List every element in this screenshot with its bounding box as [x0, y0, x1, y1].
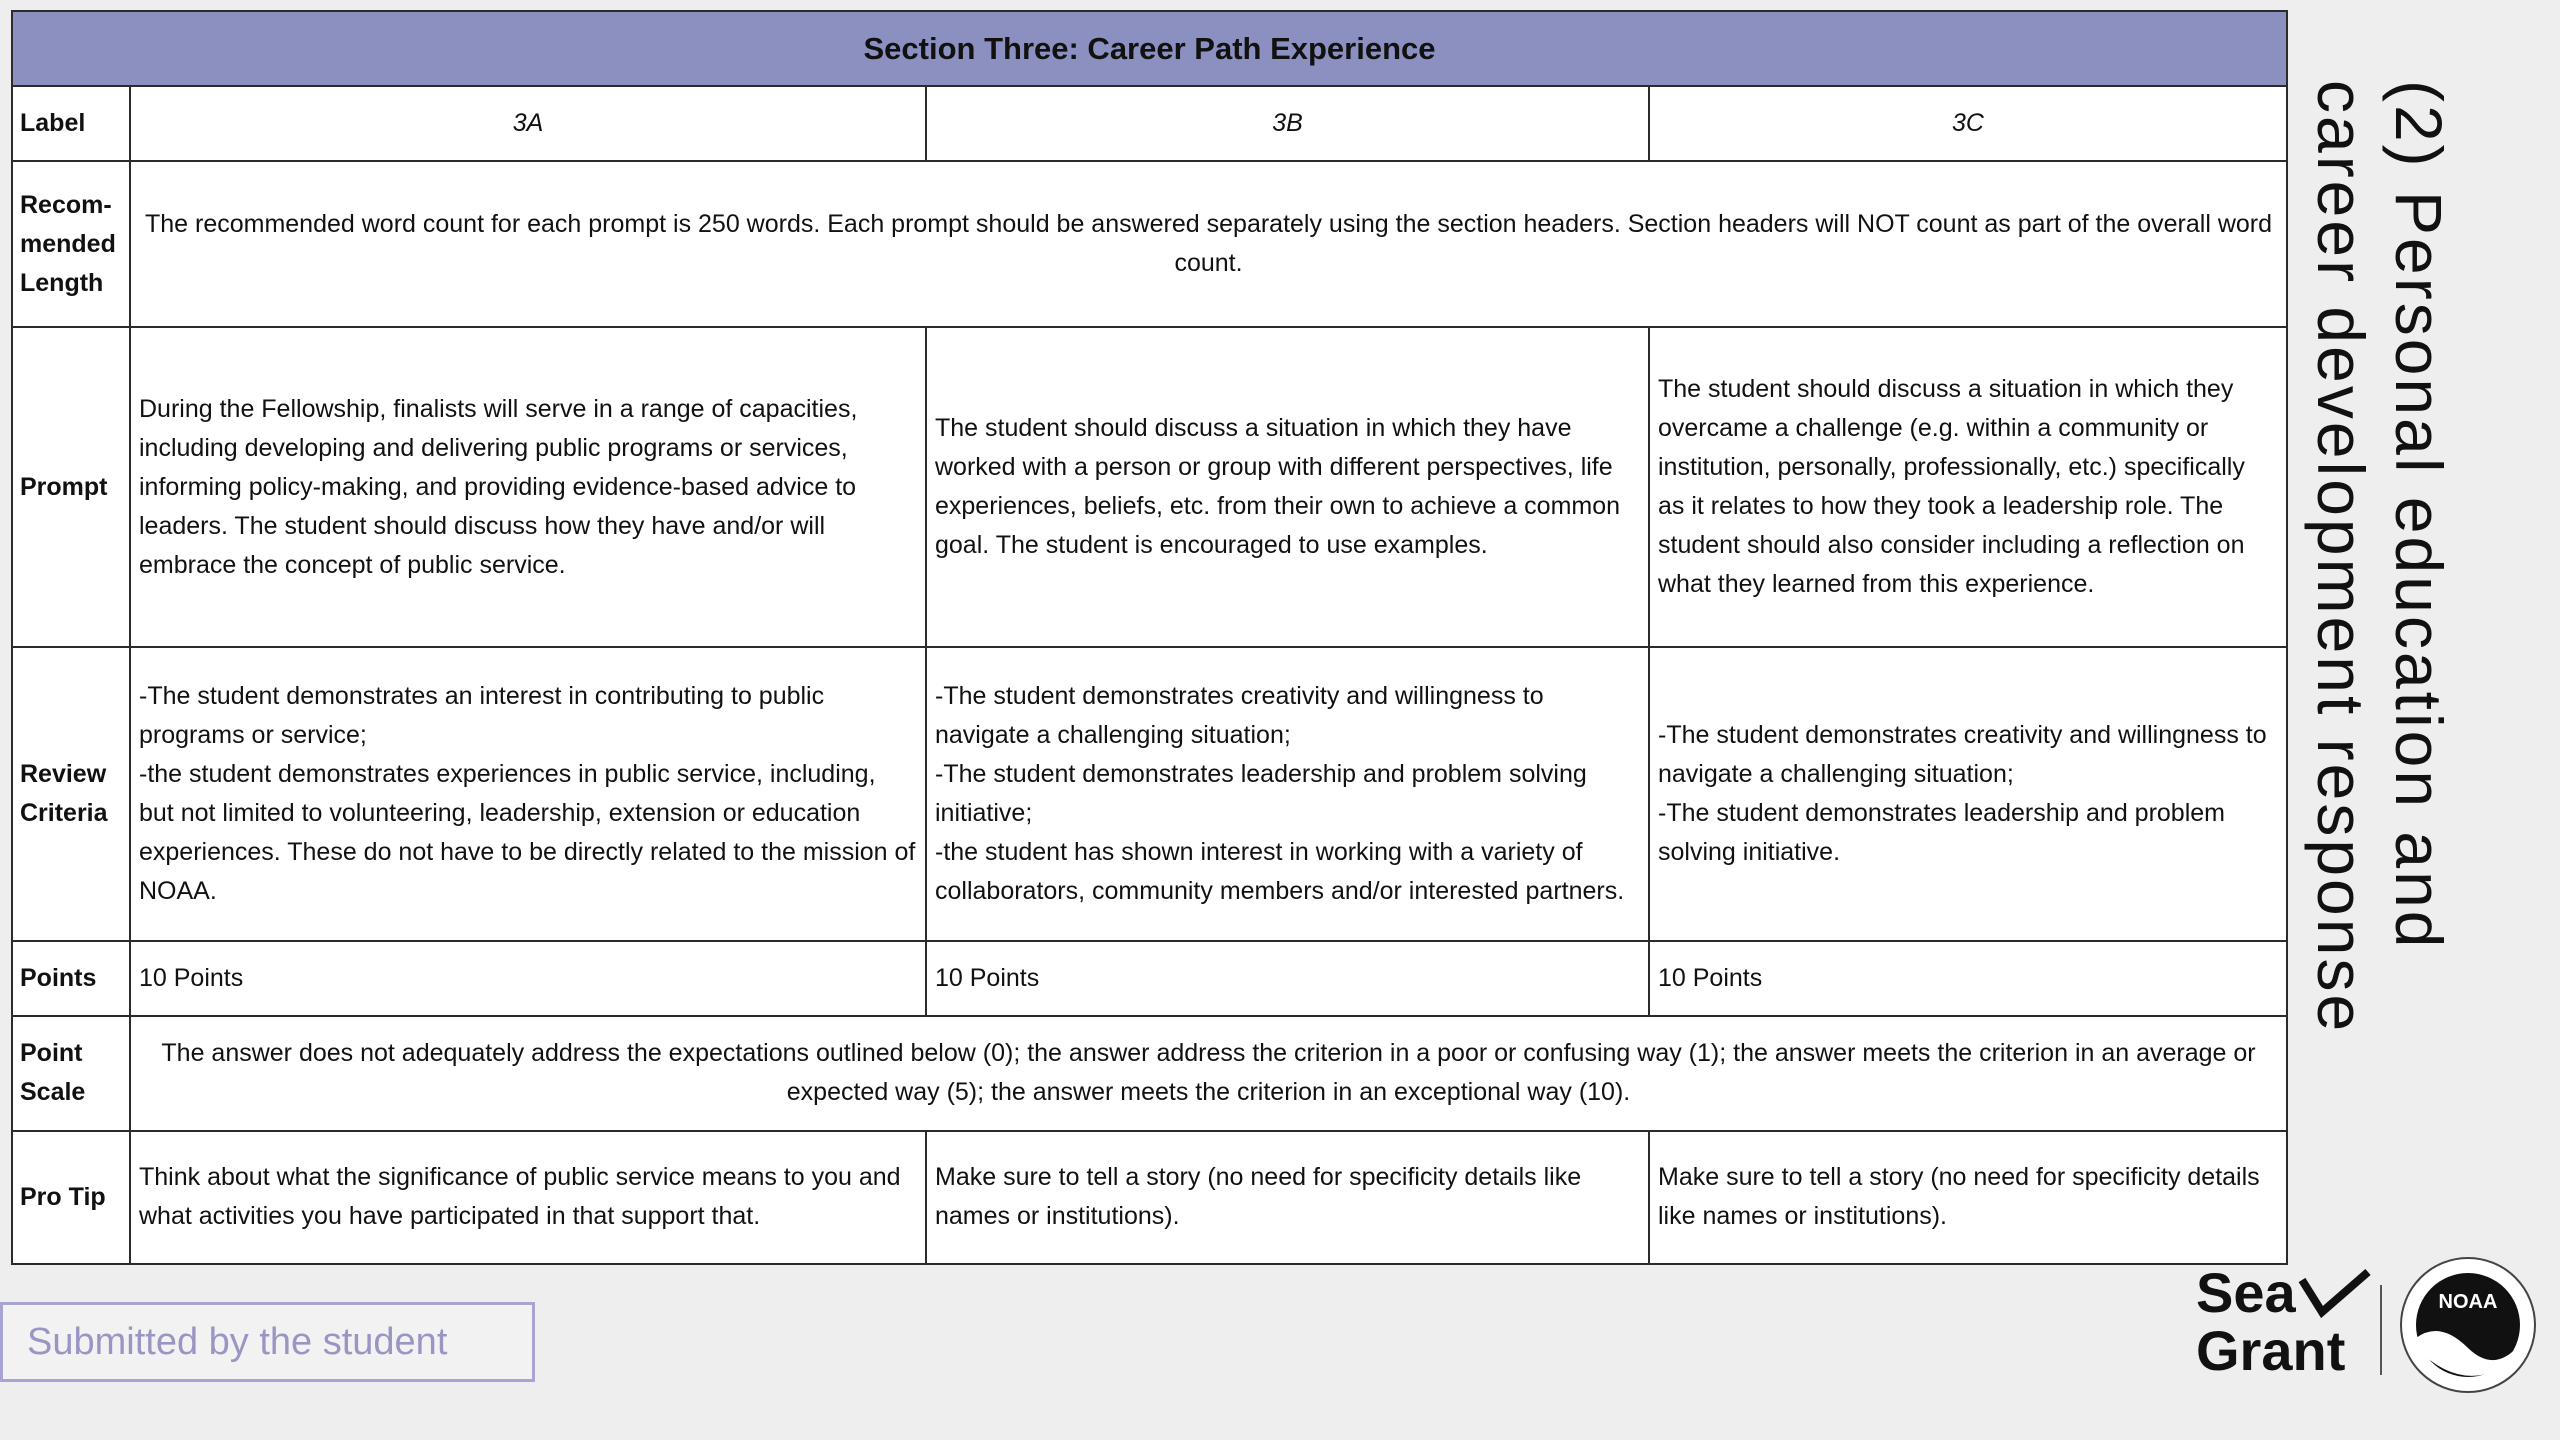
sea-grant-wave-icon [2302, 1272, 2368, 1312]
protip-3c: Make sure to tell a story (no need for specificity details like names or institutions). [1649, 1131, 2287, 1264]
sea-grant-line2: Grant [2196, 1319, 2346, 1382]
criteria-3a: -The student demonstrates an interest in contributing to public programs or service; -the student demonstrates experiences in public service, including, but not limited to volunteering, leadership, extension or education experiences. These do not have to be directly related to the mission of NOAA. [130, 647, 926, 940]
logos [2190, 1250, 2540, 1400]
rubric-table [11, 10, 2288, 1265]
protip-3a: Think about what the significance of public service means to you and what activities you have participated in that support that. [130, 1131, 926, 1264]
point-scale-text: The answer does not adequately address the expectations outlined below (0); the answer address the criterion in a poor or confusing way (1); the answer meets the criterion in an average or expected way (5); the answer meets the criterion in an exceptional way (10). [130, 1016, 2287, 1131]
row-label-prompt: Prompt [12, 327, 130, 647]
table-row [12, 161, 2287, 327]
table-row [12, 647, 2287, 940]
table-row [12, 941, 2287, 1016]
column-3c-label: 3C [1649, 86, 2287, 161]
sea-grant-line1: Sea [2196, 1261, 2296, 1324]
side-title: (2) Personal education and career development response [2304, 80, 2456, 1035]
criteria-3c: -The student demonstrates creativity and willingness to navigate a challenging situation; -The student demonstrates leadership and problem solving initiative. [1649, 647, 2287, 940]
noaa-text: NOAA [2438, 1291, 2498, 1313]
noaa-logo [2401, 1258, 2535, 1392]
table-row [12, 86, 2287, 161]
points-3b: 10 Points [926, 941, 1649, 1016]
prompt-3a: During the Fellowship, finalists will serve in a range of capacities, including developing and delivering public programs or services, informing policy-making, and providing evidence-based advice to leaders. The student should discuss how they have and/or will embrace the concept of public service. [130, 327, 926, 647]
row-label-length: Recom- mended Length [12, 161, 130, 327]
column-3a-label: 3A [130, 86, 926, 161]
protip-3b: Make sure to tell a story (no need for specificity details like names or institutions). [926, 1131, 1649, 1264]
column-3b-label: 3B [926, 86, 1649, 161]
row-label-point-scale: Point Scale [12, 1016, 130, 1131]
row-label-label: Label [12, 86, 130, 161]
table-row [12, 1016, 2287, 1131]
prompt-3b: The student should discuss a situation in which they have worked with a person or group with different perspectives, life experiences, beliefs, etc. from their own to achieve a common goal. The student is encouraged to use examples. [926, 327, 1649, 647]
submitted-by-student-box: Submitted by the student [0, 1302, 535, 1382]
table-row [12, 1131, 2287, 1264]
points-3a: 10 Points [130, 941, 926, 1016]
criteria-3b: -The student demonstrates creativity and willingness to navigate a challenging situation; -The student demonstrates leadership and problem solving initiative; -the student has shown interest in working with a variety of collaborators, community members and/or interested partners. [926, 647, 1649, 940]
seagrant-noaa-logos [2190, 1250, 2540, 1400]
prompt-3c: The student should discuss a situation in which they overcame a challenge (e.g. within a community or institution, personally, professionally, etc.) specifically as it relates to how they took a leadership role. The student should also consider including a reflection on what they learned from this experience. [1649, 327, 2287, 647]
row-label-review-criteria: Review Criteria [12, 647, 130, 940]
table-row [12, 327, 2287, 647]
table-title: Section Three: Career Path Experience [12, 11, 2287, 86]
row-label-pro-tip: Pro Tip [12, 1131, 130, 1264]
points-3c: 10 Points [1649, 941, 2287, 1016]
recommended-length-text: The recommended word count for each prompt is 250 words. Each prompt should be answered separately using the section headers. Section headers will NOT count as part of the overall word count. [130, 161, 2287, 327]
sea-grant-logo [2196, 1261, 2368, 1382]
row-label-points: Points [12, 941, 130, 1016]
